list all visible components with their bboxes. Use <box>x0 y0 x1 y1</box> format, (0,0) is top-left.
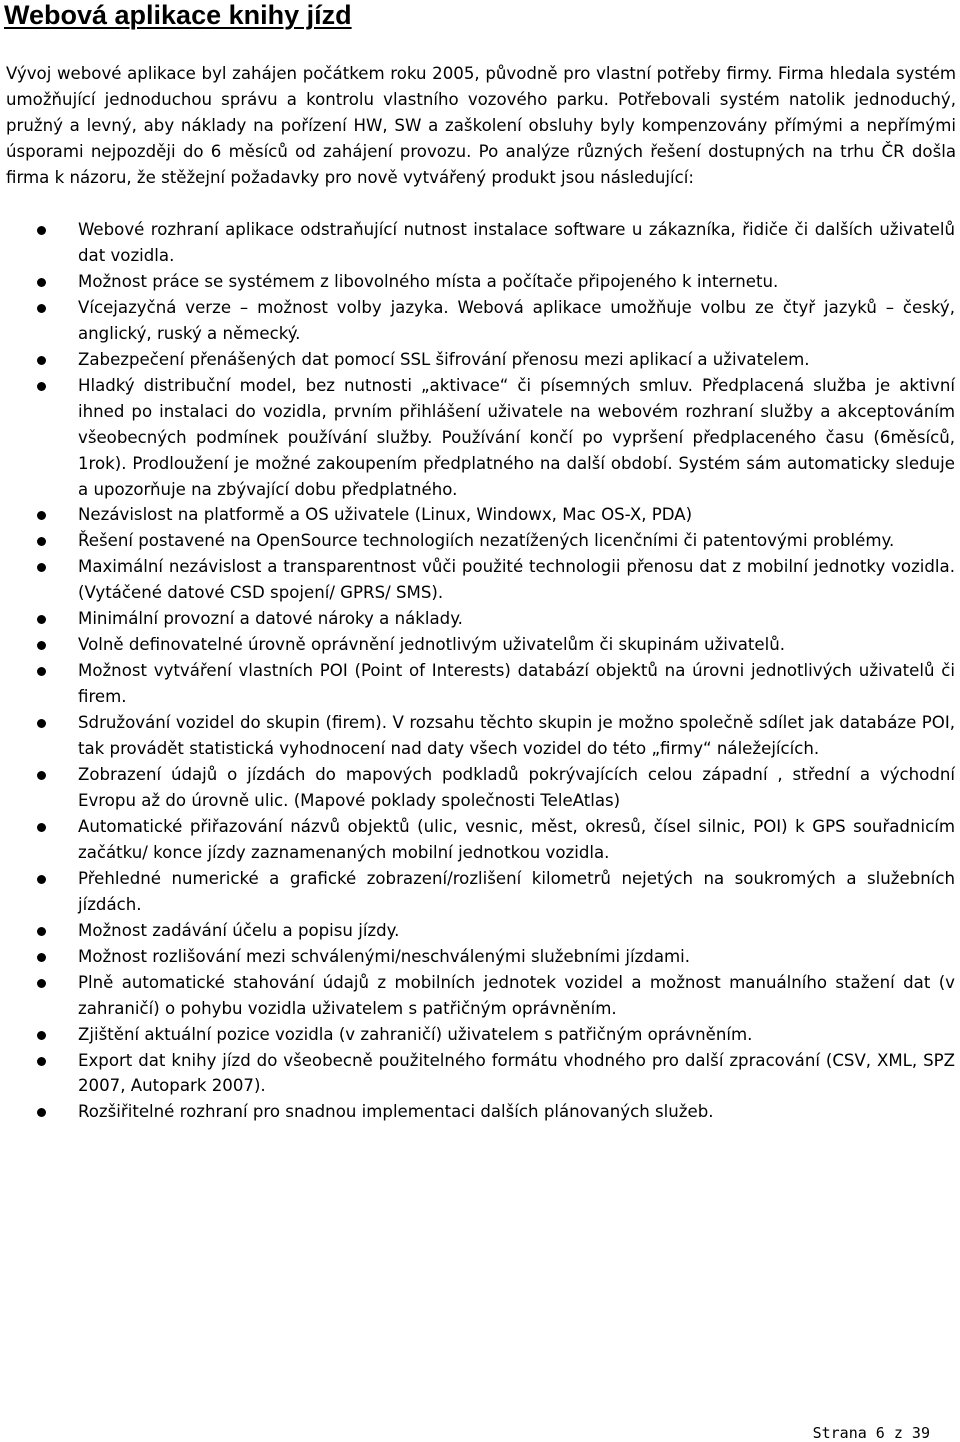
list-item-text: Export dat knihy jízd do všeobecně použitelného formátu vhodného pro další zpracování (CSV, XML, SPZ 2007, Autopark 2007). <box>78 1050 955 1096</box>
list-item <box>0 1048 960 1100</box>
list-item-text: Zabezpečení přenášených dat pomocí SSL šifrování přenosu mezi aplikací a uživatelem. <box>78 349 810 369</box>
list-item <box>0 554 960 606</box>
bullet-icon <box>37 927 46 936</box>
list-item <box>0 217 960 269</box>
list-item-text: Řešení postavené na OpenSource technologiích nezatížených licenčními či patentovými problémy. <box>78 531 895 551</box>
list-item <box>0 269 960 295</box>
list-item <box>0 528 960 554</box>
list-item-text: Minimální provozní a datové nároky a náklady. <box>78 609 463 629</box>
requirements-list <box>0 217 960 1125</box>
list-item-text: Webové rozhraní aplikace odstraňující nutnost instalace software u zákazníka, řidiče či dalších uživatelů dat vozidla. <box>78 220 955 265</box>
bullet-icon <box>37 511 46 520</box>
list-item-text: Zobrazení údajů o jízdách do mapových podkladů pokrývajících celou západní , střední a východní Evropu až do úrovně ulic. (Mapové poklady společnosti TeleAtlas) <box>78 765 955 810</box>
bullet-icon <box>37 563 46 572</box>
list-item <box>0 347 960 373</box>
bullet-icon <box>37 1057 46 1066</box>
list-item <box>0 1022 960 1048</box>
bullet-icon <box>37 641 46 650</box>
bullet-icon <box>37 382 46 391</box>
list-item <box>0 658 960 710</box>
bullet-icon <box>37 1031 46 1040</box>
list-item-text: Možnost vytváření vlastních POI (Point of Interests) databází objektů na úrovni jednotlivých uživatelů či firem. <box>78 661 955 707</box>
list-item-text: Možnost práce se systémem z libovolného místa a počítače připojeného k internetu. <box>78 271 779 291</box>
list-item-text: Zjištění aktuální pozice vozidla (v zahraničí) uživatelem s patřičným oprávněním. <box>78 1024 753 1044</box>
intro-paragraph: Vývoj webové aplikace byl zahájen počátkem roku 2005, původně pro vlastní potřeby firmy. Firma hledala systém umožňující jednoduchou správu a kontrolu vlastního vozového parku. Potřebovali systém natolik jednoduchý, pružný a levný, aby náklady na pořízení HW, SW a zaškolení obsluhy byly kompenzovány přímými a nepřímými úsporami nejpozději do 6 měsíců od zahájení provozu. Po analýze různých řešení dostupných na trhu ČR došla firma k názoru, že stěžejní požadavky pro nově vytvářený produkt jsou následující: <box>6 64 956 187</box>
list-item <box>0 866 960 918</box>
list-item <box>0 814 960 866</box>
bullet-icon <box>37 304 46 313</box>
list-item-text: Sdružování vozidel do skupin (firem). V rozsahu těchto skupin je možno společně sdílet jak databáze POI, tak provádět statistická vyhodnocení nad daty všech vozidel do této „firmy“ náležejících. <box>78 713 955 759</box>
bullet-icon <box>37 953 46 962</box>
list-item-text: Volně definovatelné úrovně oprávnění jednotlivým uživatelům či skupinám uživatelů. <box>78 635 785 655</box>
list-item <box>0 295 960 347</box>
list-item <box>0 970 960 1022</box>
bullet-icon <box>37 278 46 287</box>
list-item-text: Přehledné numerické a grafické zobrazení/rozlišení kilometrů nejetých na soukromých a služebních jízdách. <box>78 868 955 914</box>
list-item-text: Rozšiřitelné rozhraní pro snadnou implementaci dalších plánovaných služeb. <box>78 1102 714 1122</box>
list-item <box>0 710 960 762</box>
bullet-icon <box>37 979 46 988</box>
list-item-text: Nezávislost na platformě a OS uživatele (Linux, Windowx, Mac OS-X, PDA) <box>78 505 693 525</box>
bullet-icon <box>37 537 46 546</box>
bullet-icon <box>37 875 46 884</box>
bullet-icon <box>37 771 46 780</box>
list-item <box>0 502 960 528</box>
bullet-icon <box>37 615 46 624</box>
page-title: Webová aplikace knihy jízd <box>4 0 352 30</box>
list-item-text: Maximální nezávislost a transparentnost vůči použité technologii přenosu dat z mobilní jednotky vozidla. (Vytáčené datové CSD spojení/ GPRS/ SMS). <box>78 557 955 603</box>
list-item <box>0 944 960 970</box>
list-item <box>0 606 960 632</box>
bullet-icon <box>37 823 46 832</box>
list-item <box>0 632 960 658</box>
list-item <box>0 762 960 814</box>
list-item-text: Plně automatické stahování údajů z mobilních jednotek vozidel a možnost manuálního stažení dat (v zahraničí) o pohybu vozidla uživatelem s patřičným oprávněním. <box>78 972 955 1018</box>
list-item-text: Vícejazyčná verze – možnost volby jazyka. Webová aplikace umožňuje volbu ze čtyř jazyků – český, anglický, ruský a německý. <box>78 297 955 343</box>
list-item <box>0 373 960 503</box>
bullet-icon <box>37 1108 46 1117</box>
list-item <box>0 918 960 944</box>
bullet-icon <box>37 226 46 235</box>
bullet-icon <box>37 356 46 365</box>
list-item-text: Hladký distribuční model, bez nutnosti „aktivace“ či písemných smluv. Předplacená služba je aktivní ihned po instalaci do vozidla, prvním přihlášení uživatele na webovém rozhraní služby a akceptováním všeobecných podmínek používání služby. Používání končí po vypršení předplaceného času (6měsíců, 1rok). Prodloužení je možné zakoupením předplatného na další období. Systém sám automaticky sleduje a upozorňuje na zbývající dobu předplatného. <box>78 375 955 499</box>
bullet-icon <box>37 667 46 676</box>
list-item <box>0 1099 960 1125</box>
list-item-text: Automatické přiřazování názvů objektů (ulic, vesnic, měst, okresů, čísel silnic, POI) k GPS souřadnicím začátku/ konce jízdy zaznamenaných mobilní jednotkou vozidla. <box>78 816 955 862</box>
list-item-text: Možnost zadávání účelu a popisu jízdy. <box>78 920 400 940</box>
list-item-text: Možnost rozlišování mezi schválenými/neschválenými služebními jízdami. <box>78 946 691 966</box>
bullet-icon <box>37 719 46 728</box>
page-number: Strana 6 z 39 <box>812 1424 930 1442</box>
